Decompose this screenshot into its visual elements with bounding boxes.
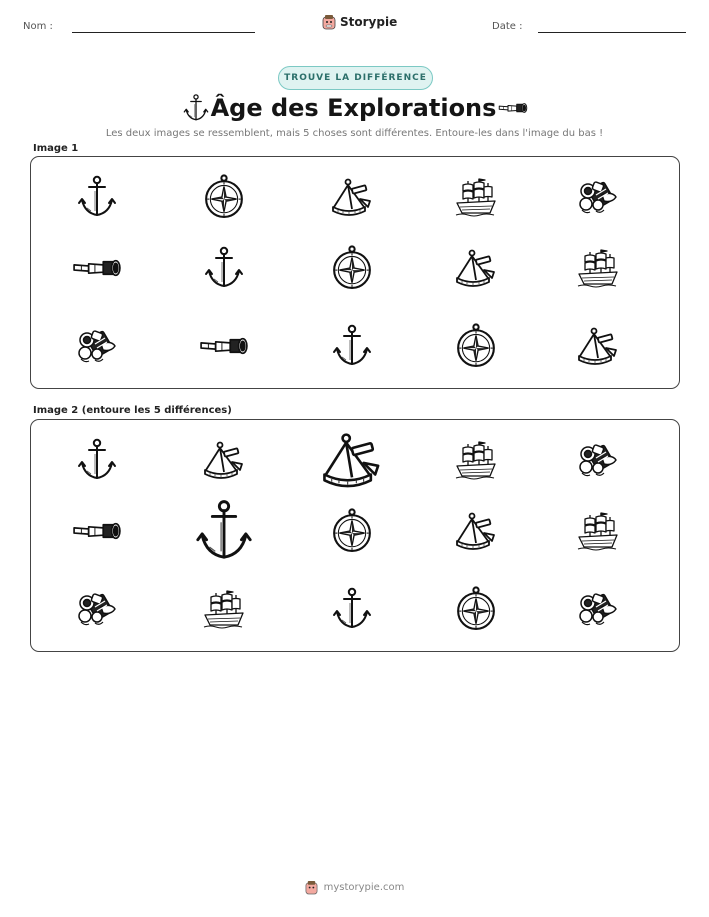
image1-cell-r3c1[interactable] [57,311,137,381]
image2-cell-r2c3[interactable] [312,496,392,566]
image1-cell-r3c5[interactable] [558,311,638,381]
treasure-icon [75,589,119,629]
image1-cell-r1c2[interactable] [184,162,264,232]
sextant-icon [330,177,374,217]
image2-panel[interactable] [30,419,680,652]
ship-icon [454,177,498,217]
anchor-icon [77,175,117,219]
image1-cell-r2c5[interactable] [558,233,638,303]
image2-cell-r3c2[interactable] [184,574,264,644]
anchor-icon [204,246,244,290]
sextant-icon [454,248,498,288]
image1-panel[interactable] [30,156,680,389]
ship-icon [454,440,498,480]
anchor-icon [183,93,209,123]
image2-cell-r1c2[interactable] [184,425,264,495]
instructions: Les deux images se ressemblent, mais 5 choses sont différentes. Entoure-les dans l'image du bas ! [105,128,604,139]
compass-icon [331,507,373,555]
brand-logo [322,13,397,31]
activity-badge: TROUVE LA DIFFÉRENCE [278,66,433,90]
image1-cell-r1c4[interactable] [436,162,516,232]
ship-icon [576,511,620,551]
image2-label: Image 2 (entoure les 5 différences) [33,405,232,416]
image1-label: Image 1 [33,143,79,154]
treasure-icon [576,440,620,480]
compass-icon [455,322,497,370]
name-field[interactable] [72,32,255,33]
image1-cell-r1c3[interactable] [312,162,392,232]
image1-cell-r3c4[interactable] [436,311,516,381]
mascot-icon [305,880,318,895]
compass-icon [455,585,497,633]
image2-cell-r1c4[interactable] [436,425,516,495]
image2-cell-r3c4[interactable] [436,574,516,644]
image2-cell-r3c1[interactable] [57,574,137,644]
image2-cell-r2c1[interactable] [57,496,137,566]
compass-icon [203,173,245,221]
mascot-icon [322,14,336,30]
treasure-icon [576,589,620,629]
image2-cell-r2c2[interactable] [184,496,264,566]
title-row [183,90,528,126]
anchor-icon [332,587,372,631]
image2-cell-r2c4[interactable] [436,496,516,566]
image2-cell-r3c5[interactable] [558,574,638,644]
sextant-icon [454,511,498,551]
anchor-icon [192,499,256,563]
image1-cell-r3c3[interactable] [312,311,392,381]
spyglass-icon [498,100,528,116]
date-field[interactable] [538,32,686,33]
image2-cell-r2c5[interactable] [558,496,638,566]
page-title: Âge des Explorations [210,94,497,122]
ship-icon [202,589,246,629]
spyglass-icon [72,255,122,281]
sextant-icon [320,431,384,489]
image1-cell-r2c3[interactable] [312,233,392,303]
sextant-icon [202,440,246,480]
brand-name: Storypie [340,15,398,29]
spyglass-icon [199,333,249,359]
treasure-icon [75,326,119,366]
image1-cell-r3c2[interactable] [184,311,264,381]
sextant-icon [576,326,620,366]
compass-icon [331,244,373,292]
name-label: Nom : [23,21,53,32]
spyglass-icon [72,518,122,544]
image1-cell-r1c1[interactable] [57,162,137,232]
footer [0,880,709,895]
image1-cell-r1c5[interactable] [558,162,638,232]
image1-cell-r2c4[interactable] [436,233,516,303]
anchor-icon [77,438,117,482]
image2-cell-r3c3[interactable] [312,574,392,644]
anchor-icon [332,324,372,368]
treasure-icon [576,177,620,217]
image2-cell-r1c1[interactable] [57,425,137,495]
ship-icon [576,248,620,288]
image1-cell-r2c2[interactable] [184,233,264,303]
date-label: Date : [492,21,523,32]
image2-cell-r1c3[interactable] [312,425,392,495]
image1-cell-r2c1[interactable] [57,233,137,303]
footer-url[interactable]: mystorypie.com [323,882,405,893]
image2-cell-r1c5[interactable] [558,425,638,495]
